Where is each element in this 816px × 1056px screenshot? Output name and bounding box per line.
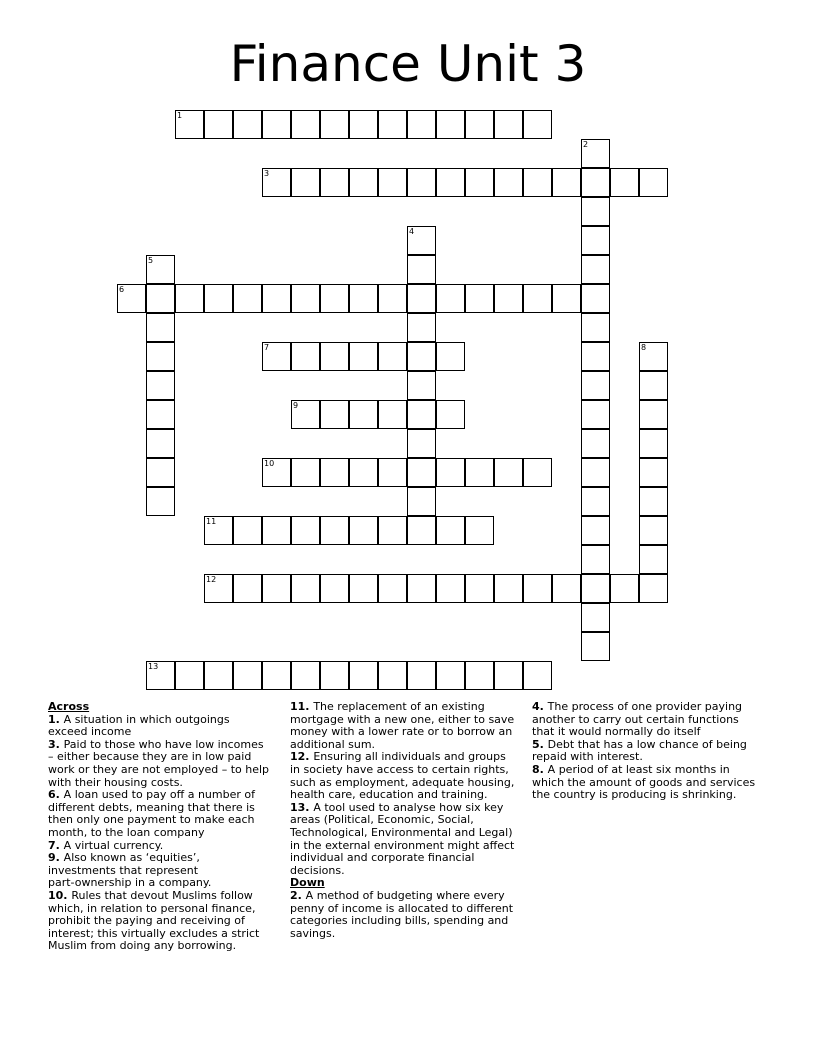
crossword-cell[interactable] [494, 284, 523, 313]
clue-number: 3 [264, 169, 270, 178]
crossword-cell[interactable] [291, 458, 320, 487]
across-clue: 3. Paid to those who have low incomes – either because they are in low paid work or they are not employed – to help with their housing costs. [48, 737, 270, 789]
crossword-cell[interactable] [581, 632, 610, 661]
crossword-cell[interactable] [175, 661, 204, 690]
crossword-cell[interactable] [436, 168, 465, 197]
crossword-cell[interactable] [291, 574, 320, 603]
clue-number: 1 [177, 111, 183, 120]
crossword-cell[interactable] [291, 661, 320, 690]
crossword-cell[interactable] [291, 284, 320, 313]
crossword-cell[interactable] [320, 284, 349, 313]
crossword-cell[interactable] [581, 226, 610, 255]
crossword-cell[interactable] [291, 110, 320, 139]
crossword-cell[interactable] [262, 110, 291, 139]
crossword-cell[interactable] [117, 284, 146, 313]
crossword-cell[interactable] [204, 574, 233, 603]
crossword-cell[interactable] [349, 458, 378, 487]
crossword-cell[interactable] [407, 110, 436, 139]
crossword-cell[interactable] [581, 603, 610, 632]
crossword-cell[interactable] [407, 168, 436, 197]
crossword-cell[interactable] [407, 574, 436, 603]
crossword-cell[interactable] [320, 110, 349, 139]
crossword-cell[interactable] [465, 516, 494, 545]
crossword-cell[interactable] [639, 342, 668, 371]
crossword-cell[interactable] [378, 168, 407, 197]
clue-section-heading: Across [48, 700, 90, 713]
clue-number: 2 [583, 140, 589, 149]
clue-number: 6 [119, 285, 125, 294]
across-clue: 10. Rules that devout Muslims follow which, in relation to personal finance, prohibit the paying and receiving of interest; this virtually excludes a strict Muslim from doing any borrowing. [48, 888, 260, 953]
crossword-cell[interactable] [262, 284, 291, 313]
crossword-cell[interactable] [262, 458, 291, 487]
crossword-cell[interactable] [436, 574, 465, 603]
crossword-cell[interactable] [320, 574, 349, 603]
crossword-cell[interactable] [146, 313, 175, 342]
crossword-cell[interactable] [581, 458, 610, 487]
crossword-cell[interactable] [407, 342, 436, 371]
crossword-cell[interactable] [378, 400, 407, 429]
crossword-cell[interactable] [523, 458, 552, 487]
crossword-cell[interactable] [581, 574, 610, 603]
crossword-cell[interactable] [407, 313, 436, 342]
across-clue: 9. Also known as ‘equities’, investments that represent part-ownership in a company. [48, 851, 212, 890]
crossword-cell[interactable] [204, 110, 233, 139]
crossword-cell[interactable] [146, 429, 175, 458]
down-clue: 8. A period of at least six months in which the amount of goods and services the country is producing is shrinking. [532, 762, 756, 802]
clue-column-1 [48, 701, 280, 953]
crossword-cell[interactable] [378, 458, 407, 487]
across-clue: 7. A virtual currency. [48, 838, 164, 852]
crossword-cell[interactable] [378, 284, 407, 313]
crossword-cell[interactable] [639, 371, 668, 400]
across-clue: 11. The replacement of an existing mortgage with a new one, either to save money with a lower rate or to borrow an additional sum. [290, 700, 515, 751]
crossword-cell[interactable] [465, 110, 494, 139]
crossword-cell[interactable] [204, 284, 233, 313]
crossword-cell[interactable] [581, 284, 610, 313]
crossword-cell[interactable] [349, 574, 378, 603]
crossword-cell[interactable] [291, 400, 320, 429]
clue-number: 5 [148, 256, 154, 265]
crossword-cell[interactable] [378, 516, 407, 545]
crossword-cell[interactable] [204, 661, 233, 690]
crossword-cell[interactable] [146, 661, 175, 690]
clue-number: 11 [206, 517, 217, 526]
crossword-cell[interactable] [581, 487, 610, 516]
crossword-cell[interactable] [146, 458, 175, 487]
crossword-cell[interactable] [494, 661, 523, 690]
clue-column-2 [290, 701, 526, 940]
crossword-cell[interactable] [552, 574, 581, 603]
crossword-cell[interactable] [407, 371, 436, 400]
page-title: Finance Unit 3 [229, 35, 587, 93]
crossword-cell[interactable] [262, 661, 291, 690]
crossword-cell[interactable] [639, 458, 668, 487]
crossword-cell[interactable] [523, 661, 552, 690]
crossword-cell[interactable] [378, 342, 407, 371]
crossword-cell[interactable] [523, 168, 552, 197]
crossword-cell[interactable] [407, 226, 436, 255]
crossword-cell[interactable] [494, 574, 523, 603]
crossword-cell[interactable] [349, 284, 378, 313]
crossword-cell[interactable] [146, 284, 175, 313]
clue-number: 7 [264, 343, 270, 352]
down-clue: 5. Debt that has a low chance of being repaid with interest. [532, 737, 747, 764]
crossword-cell[interactable] [349, 342, 378, 371]
crossword-cell[interactable] [465, 574, 494, 603]
crossword-cell[interactable] [639, 487, 668, 516]
crossword-cell[interactable] [349, 516, 378, 545]
crossword-cell[interactable] [291, 168, 320, 197]
clue-number: 13 [148, 662, 159, 671]
crossword-cell[interactable] [639, 168, 668, 197]
crossword-cell[interactable] [378, 661, 407, 690]
crossword-cell[interactable] [581, 371, 610, 400]
clue-number: 12 [206, 575, 217, 584]
clue-number: 10 [264, 459, 275, 468]
clue-number: 8 [641, 343, 647, 352]
crossword-cell[interactable] [320, 400, 349, 429]
crossword-cell[interactable] [146, 487, 175, 516]
crossword-cell[interactable] [146, 371, 175, 400]
crossword-cell[interactable] [523, 574, 552, 603]
crossword-cell[interactable] [233, 284, 262, 313]
crossword-cell[interactable] [436, 110, 465, 139]
crossword-cell[interactable] [581, 429, 610, 458]
crossword-cell[interactable] [494, 168, 523, 197]
crossword-cell[interactable] [610, 574, 639, 603]
crossword-cell[interactable] [233, 516, 262, 545]
crossword-cell[interactable] [262, 574, 291, 603]
crossword-cell[interactable] [407, 429, 436, 458]
crossword-cell[interactable] [262, 342, 291, 371]
crossword-cell[interactable] [407, 458, 436, 487]
crossword-cell[interactable] [436, 458, 465, 487]
crossword-cell[interactable] [233, 574, 262, 603]
down-clue: 4. The process of one provider paying another to carry out certain functions that it would normally do itself [532, 700, 743, 739]
across-clue: 1. A situation in which outgoings exceed income [48, 712, 230, 739]
crossword-cell[interactable] [436, 661, 465, 690]
crossword-cell[interactable] [320, 168, 349, 197]
crossword-cell[interactable] [233, 110, 262, 139]
clue-number: 9 [293, 401, 299, 410]
crossword-cell[interactable] [349, 110, 378, 139]
crossword-cell[interactable] [436, 516, 465, 545]
clue-number: 4 [409, 227, 415, 236]
crossword-cell[interactable] [639, 574, 668, 603]
crossword-cell[interactable] [523, 284, 552, 313]
down-clue: 2. A method of budgeting where every penny of income is allocated to different categories including bills, spending and savings. [290, 888, 514, 940]
crossword-cell[interactable] [291, 516, 320, 545]
crossword-cell[interactable] [407, 400, 436, 429]
crossword-cell[interactable] [581, 313, 610, 342]
crossword-cell[interactable] [349, 168, 378, 197]
crossword-cell[interactable] [581, 139, 610, 168]
crossword-cell[interactable] [639, 545, 668, 574]
crossword-cell[interactable] [523, 110, 552, 139]
crossword-cell[interactable] [465, 458, 494, 487]
crossword-cell[interactable] [233, 661, 262, 690]
crossword-cell[interactable] [581, 516, 610, 545]
crossword-cell[interactable] [349, 400, 378, 429]
crossword-cell[interactable] [175, 110, 204, 139]
crossword-cell[interactable] [436, 342, 465, 371]
crossword-cell[interactable] [378, 574, 407, 603]
crossword-cell[interactable] [465, 168, 494, 197]
crossword-cell[interactable] [581, 400, 610, 429]
crossword-cell[interactable] [552, 168, 581, 197]
crossword-cell[interactable] [320, 458, 349, 487]
crossword-cell[interactable] [407, 284, 436, 313]
crossword-cell[interactable] [639, 429, 668, 458]
crossword-cell[interactable] [407, 255, 436, 284]
crossword-cell[interactable] [494, 458, 523, 487]
crossword-cell[interactable] [494, 110, 523, 139]
crossword-cell[interactable] [407, 661, 436, 690]
crossword-cell[interactable] [552, 284, 581, 313]
across-clue: 6. A loan used to pay off a number of different debts, meaning that there is then only one payment to make each month, to the loan company [48, 788, 255, 839]
crossword-cell[interactable] [465, 284, 494, 313]
crossword-cell[interactable] [146, 255, 175, 284]
crossword-cell[interactable] [407, 487, 436, 516]
crossword-cell[interactable] [146, 400, 175, 429]
clue-section-heading: Down [290, 876, 325, 890]
clue-column-3 [532, 701, 772, 802]
crossword-cell[interactable] [378, 110, 407, 139]
crossword-cell[interactable] [581, 168, 610, 197]
crossword-cell[interactable] [639, 516, 668, 545]
crossword-cell[interactable] [175, 284, 204, 313]
crossword-cell[interactable] [407, 516, 436, 545]
crossword-cell[interactable] [320, 661, 349, 690]
crossword-cell[interactable] [581, 545, 610, 574]
across-clue: 12. Ensuring all individuals and groups in society have access to certain rights, such as employment, adequate housing, health care, education and training. [290, 750, 515, 802]
crossword-cell[interactable] [204, 516, 233, 545]
crossword-cell[interactable] [262, 516, 291, 545]
crossword-cell[interactable] [262, 168, 291, 197]
crossword-cell[interactable] [320, 516, 349, 545]
crossword-cell[interactable] [610, 168, 639, 197]
crossword-cell[interactable] [349, 661, 378, 690]
crossword-cell[interactable] [465, 661, 494, 690]
crossword-cell[interactable] [146, 342, 175, 371]
crossword-cell[interactable] [581, 255, 610, 284]
crossword-cell[interactable] [581, 342, 610, 371]
crossword-cell[interactable] [436, 400, 465, 429]
across-clue: 13. A tool used to analyse how six key areas (Political, Economic, Social, Technological, Environmental and Legal) in the external environment might affect individual and corporate financial decisions. [290, 800, 515, 877]
crossword-cell[interactable] [639, 400, 668, 429]
crossword-cell[interactable] [291, 342, 320, 371]
crossword-cell[interactable] [581, 197, 610, 226]
crossword-cell[interactable] [436, 284, 465, 313]
crossword-cell[interactable] [320, 342, 349, 371]
